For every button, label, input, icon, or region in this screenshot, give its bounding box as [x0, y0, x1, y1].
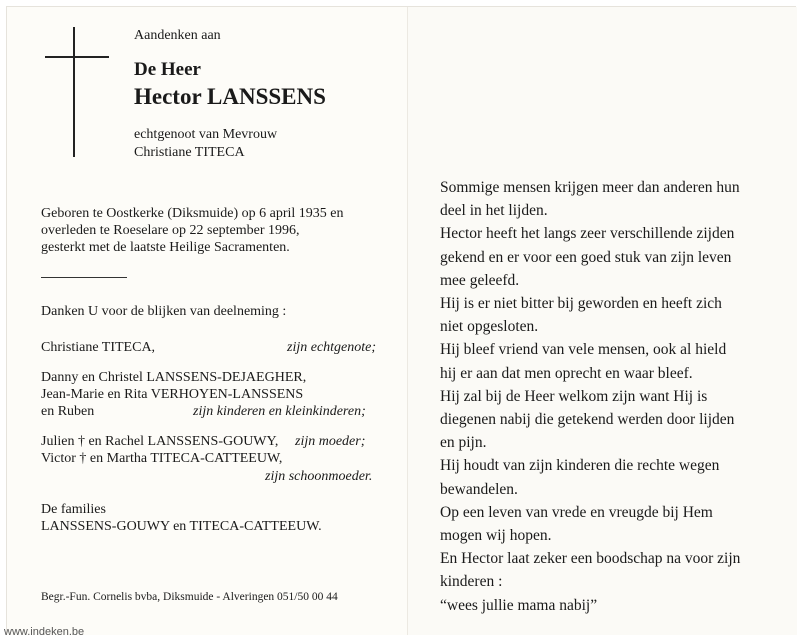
poem-line: diegenen nabij die getekend werden door lijden: [440, 411, 735, 429]
inlaws-line: Victor † en Martha TITECA-CATTEEUW,: [41, 451, 283, 466]
poem-line: Hij bleef vriend van vele mensen, ook al hield: [440, 341, 727, 359]
poem-line: mogen wij hopen.: [440, 527, 552, 545]
children-line-1: Danny en Christel LANSSENS-DEJAEGHER,: [41, 370, 307, 385]
poem-line: niet opgesloten.: [440, 318, 539, 336]
children-role: zijn kinderen en kleinkinderen;: [193, 404, 366, 419]
poem-line: “wees jullie mama nabij”: [440, 596, 598, 614]
aandenken-label: Aandenken aan: [134, 28, 221, 43]
poem-line: Op een leven van vrede en vreugde bij Hem: [440, 503, 713, 521]
cross-icon-bar: [45, 56, 109, 58]
poem-text: [440, 176, 780, 617]
title-label: De Heer: [134, 59, 201, 80]
spouse-line-1: echtgenoot van Mevrouw: [134, 127, 278, 142]
poem-line: Hij is er niet bitter bij geworden en heeft zich: [440, 295, 722, 313]
birth-line-1: Geboren te Oostkerke (Diksmuide) op 6 april 1935 en: [41, 206, 344, 221]
left-panel: [7, 7, 407, 635]
families-names: LANSSENS-GOUWY en TITECA-CATTEEUW.: [41, 519, 322, 534]
children-line-2: Jean-Marie en Rita VERHOYEN-LANSSENS: [41, 387, 304, 402]
thanks-text: Danken U voor de blijken van deelneming :: [41, 304, 287, 319]
poem-line: bewandelen.: [440, 480, 518, 498]
spouse-name: Christiane TITECA,: [41, 340, 156, 355]
mother-line: Julien † en Rachel LANSSENS-GOUWY,: [41, 434, 279, 449]
poem-line: hij er aan dat men oprecht en waar bleef.: [440, 364, 693, 382]
divider: [41, 277, 127, 278]
poem-line: en pijn.: [440, 434, 487, 452]
deceased-name: Hector LANSSENS: [134, 84, 326, 109]
children-line-3: en Ruben: [41, 404, 95, 419]
poem-line: Hector heeft het langs zeer verschillende zijden: [440, 225, 735, 243]
poem-line: deel in het lijden.: [440, 202, 548, 220]
poem-line: En Hector laat zeker een boodschap na voor zijn: [440, 550, 741, 568]
poem-line: Hij zal bij de Heer welkom zijn want Hij is: [440, 387, 708, 405]
birth-line-3: gesterkt met de laatste Heilige Sacramenten.: [41, 240, 290, 255]
cross-icon: [73, 27, 75, 157]
poem-line: gekend en er voor een goed stuk van zijn leven: [440, 248, 732, 266]
inlaws-role: zijn schoonmoeder.: [265, 469, 373, 484]
birth-line-2: overleden te Roeselare op 22 september 1996,: [41, 223, 300, 238]
spouse-role: zijn echtgenote;: [287, 340, 377, 355]
spouse-line-2: Christiane TITECA: [134, 145, 245, 160]
poem-line: Hij houdt van zijn kinderen die rechte wegen: [440, 457, 720, 475]
mother-role: zijn moeder;: [295, 434, 366, 449]
watermark: www.indeken.be: [4, 626, 85, 638]
undertaker-footer: Begr.-Fun. Cornelis bvba, Diksmuide - Alveringen 051/50 00 44: [41, 591, 338, 603]
poem-line: mee geleefd.: [440, 271, 520, 289]
poem-line: kinderen :: [440, 573, 503, 591]
poem-line: Sommige mensen krijgen meer dan anderen hun: [440, 179, 740, 196]
families-label: De families: [41, 502, 106, 517]
